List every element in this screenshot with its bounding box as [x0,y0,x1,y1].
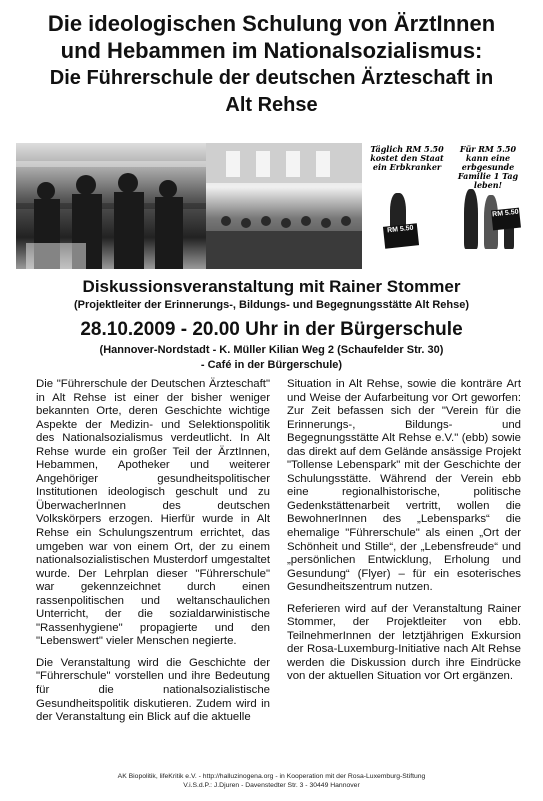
poster-figure-family-1 [464,189,478,249]
address-line-1: (Hannover-Nordstadt - K. Müller Kilian Weg 2 (Schaufelder Str. 30) [99,344,444,356]
poster-sign-right: RM 5.50 [491,208,521,231]
footer [0,772,543,790]
photo-uniformed-group [16,143,206,269]
poster-caption-right: Für RM 5.50 kann eine erbgesunde Familie 1 Tag leben! [457,144,519,190]
event-datetime: 28.10.2009 - 20.00 Uhr in der Bürgerschule [80,319,463,340]
historical-image-banner [16,143,526,269]
propaganda-poster [362,143,526,269]
flyer-title [0,10,543,118]
photo-school-assembly [206,143,362,269]
event-address [0,343,543,373]
title-line-2: und Hebammen im Nationalsozialismus: [60,38,483,63]
body-column-left [36,378,270,733]
event-heading: Diskussionsveranstaltung mit Rainer Stommer [82,277,461,296]
title-line-4: Alt Rehse [225,94,318,116]
left-paragraph-1: Die "Führerschule der Deutschen Ärzteschaft" in Alt Rehse ist einer der bisher weniger bekannten Orte, deren Geschichte wichtige Aspekte der Medizin- und Selektionspolitik des Nationalsozialismus verdeutlicht. In Alt Rehse wurde ein großer Teil der ÄrztInnen, Hebammen, Apotheker und weiterer Angehöriger gesundheitspolitischer Institutionen ideologisch geschult und zu ÜberwacherInnen des deutschen Volkskörpers erzogen. Hierfür wurde in Alt Rehse ein Schulungszentrum errichtet, das umgeben war von einem Ort, der zu einem nationalsozialistischen Musterdorf umgestaltet wurde. Der Lehrplan dieser "Führerschule" war gekennzeichnet durch einen rassenpolitischen und weltanschaulichen Unterricht, der die sozialdarwinistische "Rassenhygiene" propagierte und den "Lebenswert" vieler Menschen negierte. [36,378,270,648]
title-line-3: Die Führerschule der deutschen Ärzteschaft in [49,67,494,89]
right-paragraph-2: Referieren wird auf der Veranstaltung Rainer Stommer, der Projektleiter von ebb. TeilnehmerInnen der letztjährigen Exkursion der Rosa-Luxemburg-Initiative nach Alt Rehse werden die Diskussion durch ihre Eindrücke von der aktuellen Situation vor Ort ergänzen. [287,602,521,683]
poster-sign-left: RM 5.50 [383,223,419,248]
footer-line-1: AK Biopolitik, lifeKritik e.V. - http://halluzinogena.org - in Kooperation mit der Rosa-Luxemburg-Stiftung [117,773,426,780]
poster-caption-left: Täglich RM 5.50 kostet den Staat ein Erbkranker [370,144,444,172]
footer-line-2: V.i.S.d.P.: J.Djuren - Davenstedter Str. 3 - 30449 Hannover [183,782,360,789]
body-column-right [287,378,521,692]
right-paragraph-1: Situation in Alt Rehse, sowie die konträre Art und Weise der Aufarbeitung vor Ort geworfen: Zur Zeit befassen sich der "Verein für die Erinnerungs-, Bildungs- und Begegnungsstätte Alt Rehse e.V." (ebb) sowie das direkt auf dem Gelände ansässige Projekt "Tollense Lebenspark" mit der Geschichte der Schulungsstätte. Während der Verein ebb eine regionalhistorische, politische Gedenkstättenarbeit vertritt, wollen die BewohnerInnen des „Lebensparks“ die ehemalige "Führerschule" als einen „Ort der Schönheit und Stille“, der „Lebensfreude“ und „persönlichen Entwicklung, Erholung und Gesundung“ (Flyer) – für ein esoterisches Gesundheitszentrum nutzen. [287,378,521,594]
address-line-2: - Café in der Bürgerschule) [200,359,343,371]
title-line-1: Die ideologischen Schulung von ÄrztInnen [47,11,496,36]
left-paragraph-2: Die Veranstaltung wird die Geschichte der "Führerschule" vorstellen und ihre Bedeutung für die nationalsozialistische Gesundheitspolitik diskutieren. Zudem wird in der Veranstaltung ein Blick auf die aktuelle [36,656,270,724]
speaker-note: (Projektleiter der Erinnerungs-, Bildungs- und Begegnungsstätte Alt Rehse) [73,299,470,311]
